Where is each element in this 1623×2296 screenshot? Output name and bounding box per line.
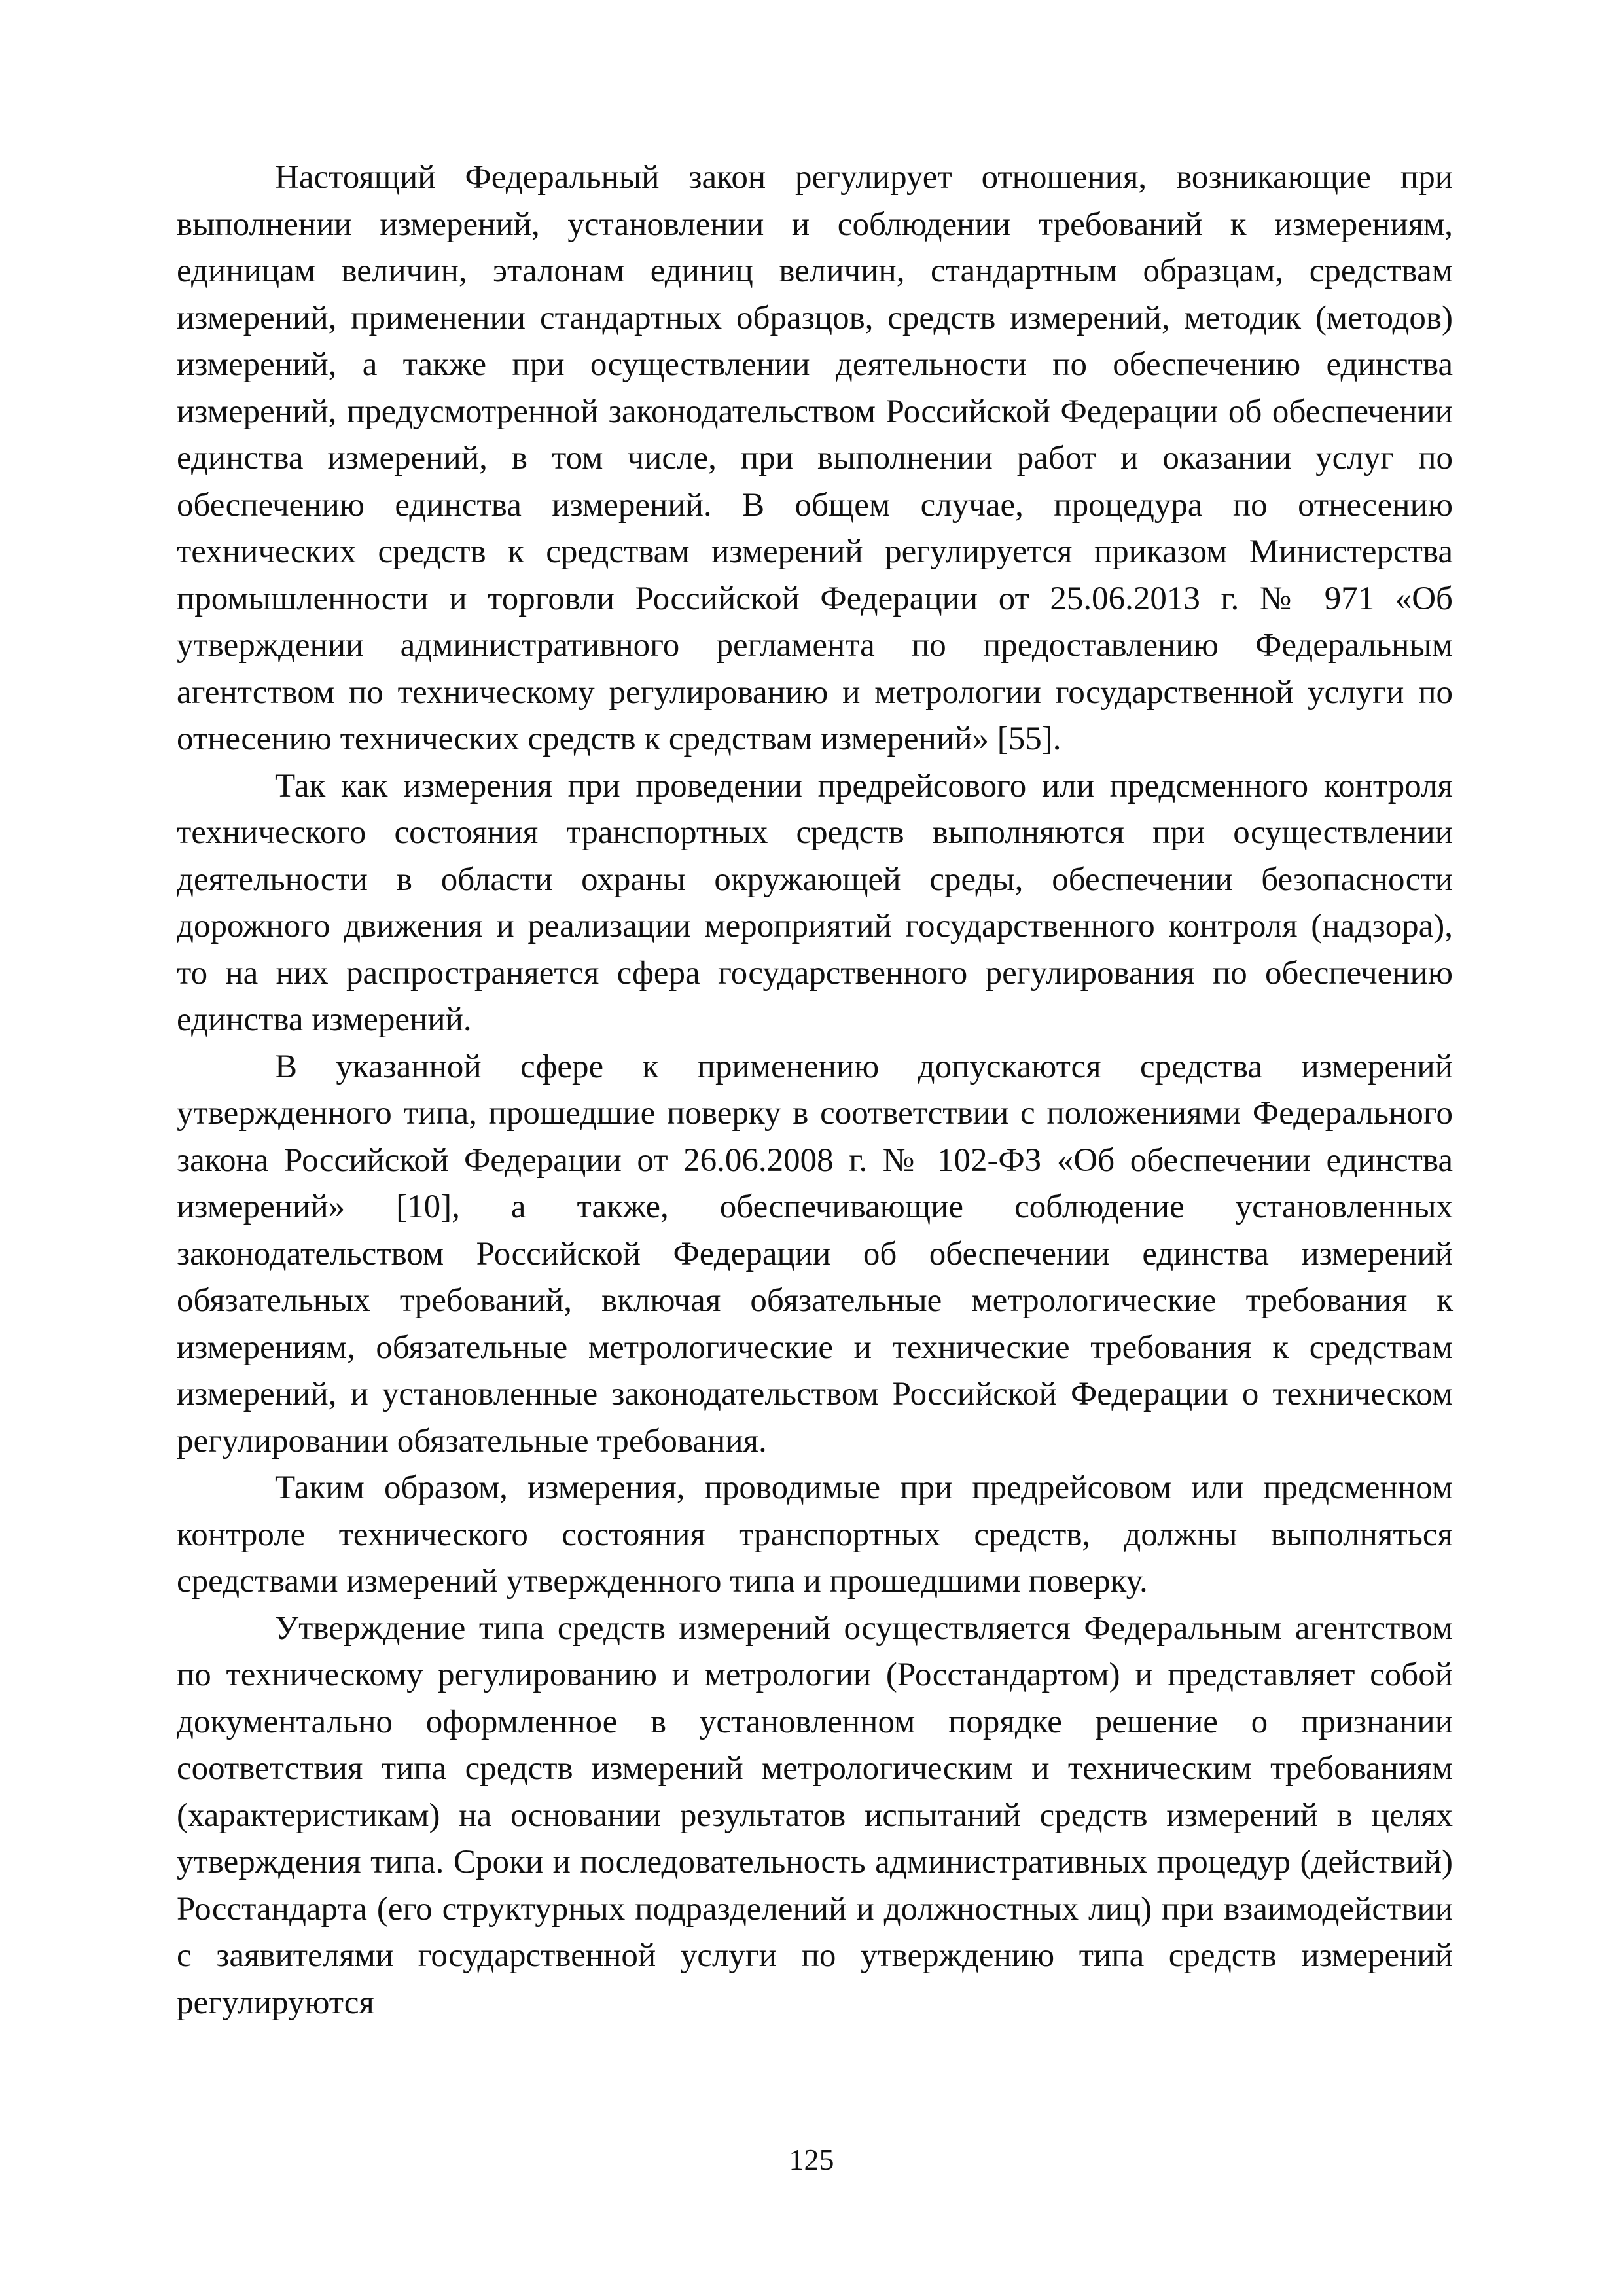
- paragraph-1: Настоящий Федеральный закон регулирует отношения, возникающие при выполнении измерений, установлении и соблюдении требований к измерениям, единицам величин, эталонам единиц величин, стандартным образцам, средствам измерений, применении стандартных образцов, средств измерений, методик (методов) измерений, а также при осуществлении деятельности по обеспечению единства измерений, предусмотренной законодательством Российской Федерации об обеспечении единства измерений, в том числе, при выполнении работ и оказании услуг по обеспечению единства измерений. В общем случае, процедура по отнесению технических средств к средствам измерений регулируется приказом Министерства промышленности и торговли Российской Федерации от 25.06.2013 г. № 971 «Об утверждении административного регламента по предоставлению Федеральным агентством по техническому регулированию и метрологии государственной услуги по отнесению технических средств к средствам измерений» [55].: [177, 159, 1453, 757]
- paragraph-5: Утверждение типа средств измерений осуществляется Федеральным агентством по техническому регулированию и метрологии (Росстандартом) и представляет собой документально оформленное в установленном порядке решение о признании соответствия типа средств измерений метрологическим и техническим требованиям (характеристикам) на основании результатов испытаний средств измерений в целях утверждения типа. Сроки и последовательность административных процедур (действий) Росстандарта (его структурных подразделений и должностных лиц) при взаимодействии с заявителями государственной услуги по утверждению типа средств измерений регулируются: [177, 1609, 1453, 2021]
- page-number: 125: [789, 2143, 834, 2176]
- paragraph-3: В указанной сфере к применению допускаются средства измерений утвержденного типа, прошедшие поверку в соответствии с положениями Федерального закона Российской Федерации от 26.06.2008 г. № 102-ФЗ «Об обеспечении единства измерений» [10], а также, обеспечивающие соблюдение установленных законодательством Российской Федерации об обеспечении единства измерений обязательных требований, включая обязательные метрологические требования к измерениям, обязательные метрологические и технические требования к средствам измерений, и установленные законодательством Российской Федерации о техническом регулировании обязательные требования.: [177, 1048, 1453, 1460]
- paragraph-4: Таким образом, измерения, проводимые при предрейсовом или предсменном контроле технического состояния транспортных средств, должны выполняться средствами измерений утвержденного типа и прошедшими поверку.: [177, 1469, 1453, 1600]
- paragraph-2: Так как измерения при проведении предрейсового или предсменного контроля технического состояния транспортных средств выполняются при осуществлении деятельности в области охраны окружающей среды, обеспечении безопасности дорожного движения и реализации мероприятий государственного контроля (надзора), то на них распространяется сфера государственного регулирования по обеспечению единства измерений.: [177, 767, 1453, 1038]
- body-text: [177, 154, 1453, 2026]
